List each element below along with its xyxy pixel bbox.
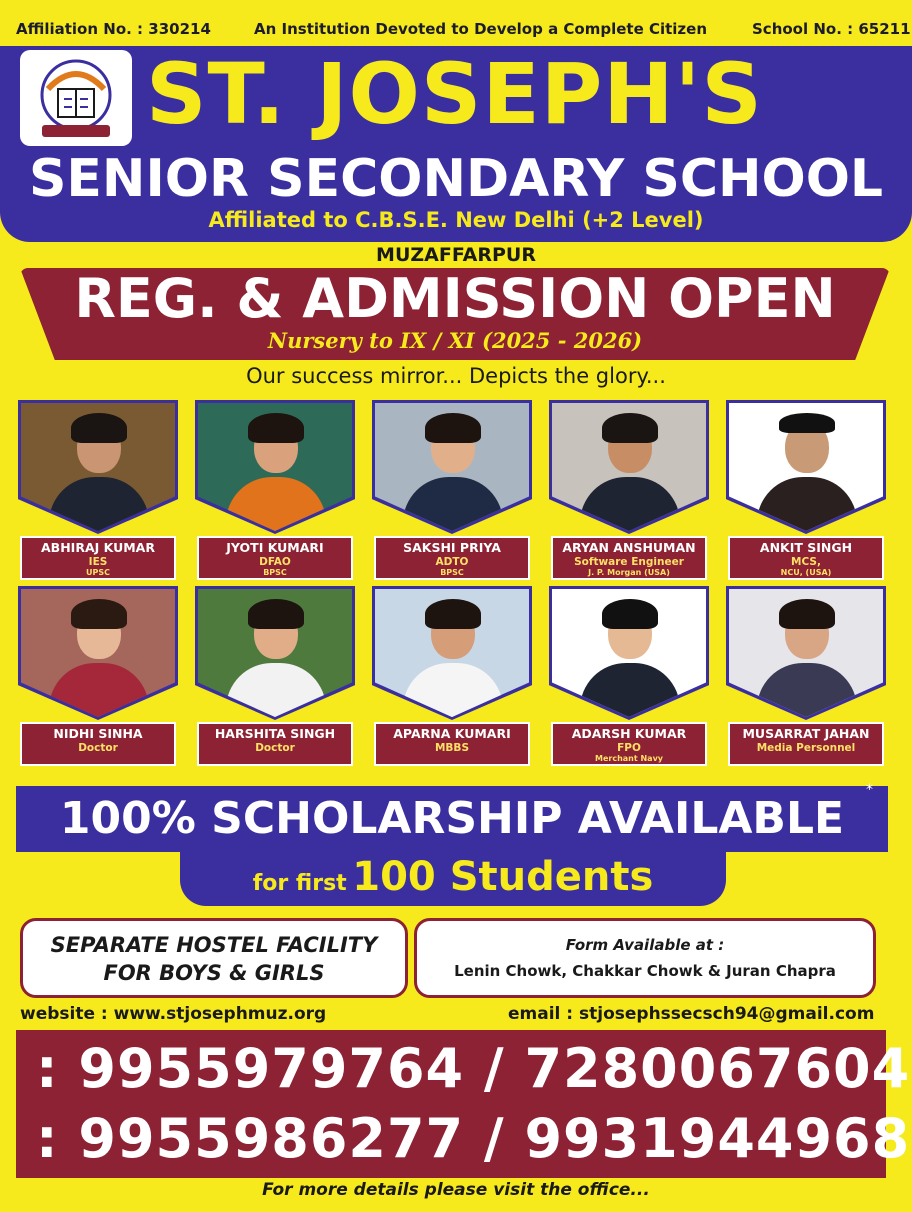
affiliation-number: Affiliation No. : 330214 — [16, 20, 211, 38]
achiever-org: UPSC — [86, 568, 110, 577]
achiever-photo — [375, 589, 529, 717]
phone-row — [20, 1034, 911, 1104]
achiever-caption — [728, 722, 884, 766]
person-hair — [248, 413, 304, 443]
achiever-org: Merchant Navy — [595, 754, 663, 763]
achiever-card — [18, 586, 178, 768]
achiever-org: BPSC — [263, 568, 287, 577]
footer-note: For more details please visit the office... — [262, 1180, 650, 1200]
person-hair — [602, 599, 658, 629]
person-hair — [779, 599, 835, 629]
person-hair — [779, 413, 835, 433]
achiever-photo-frame — [195, 586, 355, 720]
achiever-name: JYOTI KUMARI — [226, 540, 324, 555]
person-hair — [71, 413, 127, 443]
hostel-box — [20, 918, 408, 998]
tagline: Our success mirror... Depicts the glory... — [246, 364, 666, 388]
whatsapp-row — [20, 1104, 911, 1174]
achiever-caption — [20, 722, 176, 766]
achiever-photo — [552, 403, 706, 531]
achiever-photo-frame — [549, 586, 709, 720]
achiever-org: NCU, (USA) — [780, 568, 832, 577]
person-hair — [425, 413, 481, 443]
achiever-name: ADARSH KUMAR — [571, 726, 687, 741]
achiever-photo — [375, 403, 529, 531]
achiever-photo — [21, 589, 175, 717]
achiever-photo — [729, 589, 883, 717]
achiever-caption — [374, 536, 530, 580]
whatsapp-numbers[interactable]: : 9955986277 / 9931944968 — [36, 1107, 911, 1170]
person-body — [49, 477, 149, 537]
achiever-caption — [197, 722, 353, 766]
achiever-photo — [729, 403, 883, 531]
achiever-photo-frame — [372, 586, 532, 720]
person-hair — [71, 599, 127, 629]
achiever-photo-frame — [372, 400, 532, 534]
achiever-card — [726, 586, 886, 768]
form-availability-box — [414, 918, 876, 998]
achiever-card — [372, 400, 532, 582]
achiever-caption — [551, 536, 707, 580]
achiever-org: BPSC — [440, 568, 464, 577]
achiever-card — [549, 400, 709, 582]
achiever-photo — [21, 403, 175, 531]
scholarship-sub-big: 100 Students — [352, 854, 654, 900]
city: MUZAFFARPUR — [376, 244, 536, 266]
school-crest-icon — [20, 50, 132, 146]
school-number: School No. : 65211 — [752, 20, 911, 38]
achiever-photo-frame — [18, 400, 178, 534]
achiever-role: Software Engineer — [574, 556, 684, 568]
achiever-photo — [552, 589, 706, 717]
achiever-role: ADTO — [435, 556, 469, 568]
achiever-card — [549, 586, 709, 768]
achiever-photo-frame — [726, 400, 886, 534]
admission-title: REG. & ADMISSION OPEN — [74, 267, 836, 330]
affiliation-text: Affiliated to C.B.S.E. New Delhi (+2 Level) — [208, 208, 704, 232]
form-locations: Lenin Chowk, Chakkar Chowk & Juran Chapra — [454, 962, 836, 980]
achiever-name: HARSHITA SINGH — [214, 726, 336, 741]
achiever-caption — [374, 722, 530, 766]
achiever-name: ANKIT SINGH — [759, 540, 853, 555]
achiever-role: Doctor — [255, 742, 295, 754]
person-body — [580, 663, 680, 723]
person-body — [226, 477, 326, 537]
achiever-role: Media Personnel — [756, 742, 856, 754]
motto: An Institution Devoted to Develop a Complete Citizen — [254, 20, 708, 38]
person-body — [757, 663, 857, 723]
school-title: ST. JOSEPH'S — [146, 45, 763, 143]
achiever-name: MUSARRAT JAHAN — [742, 726, 870, 741]
achiever-name: SAKSHI PRIYA — [403, 540, 501, 555]
person-hair — [248, 599, 304, 629]
scholarship-title: 100% SCHOLARSHIP AVAILABLE — [59, 793, 845, 844]
achiever-photo — [198, 589, 352, 717]
hostel-line1: SEPARATE HOSTEL FACILITY — [50, 933, 378, 957]
achiever-role: MBBS — [434, 742, 470, 754]
achiever-name: APARNA KUMARI — [393, 726, 511, 741]
achiever-name: ABHIRAJ KUMAR — [41, 540, 155, 555]
scholarship-sub-small: for first — [252, 871, 347, 896]
achiever-card — [195, 400, 355, 582]
achiever-photo-frame — [726, 586, 886, 720]
phone-numbers[interactable]: : 9955979764 / 7280067604 — [36, 1037, 911, 1100]
achiever-card — [18, 400, 178, 582]
scholarship-asterisk: * — [866, 782, 873, 798]
achiever-role: Doctor — [78, 742, 118, 754]
achiever-photo — [198, 403, 352, 531]
admission-classes: Nursery to IX / XI (2025 - 2026) — [267, 328, 643, 353]
achiever-name: NIDHI SINHA — [53, 726, 143, 741]
person-body — [403, 663, 503, 723]
achiever-card — [195, 586, 355, 768]
person-hair — [602, 413, 658, 443]
achiever-caption — [728, 536, 884, 580]
person-body — [757, 477, 857, 537]
website-link[interactable]: website : www.stjosephmuz.org — [20, 1004, 327, 1024]
achiever-photo-frame — [18, 586, 178, 720]
achiever-photo-frame — [549, 400, 709, 534]
achiever-org: J. P. Morgan (USA) — [588, 568, 670, 577]
email-link[interactable]: email : stjosephssecsch94@gmail.com — [508, 1004, 875, 1024]
hostel-line2: FOR BOYS & GIRLS — [103, 961, 325, 985]
scholarship-subtitle — [180, 848, 726, 914]
achiever-role: DFAO — [259, 556, 291, 568]
person-body — [403, 477, 503, 537]
achiever-role: FPO — [617, 742, 641, 754]
school-subtitle: SENIOR SECONDARY SCHOOL — [28, 149, 884, 209]
achiever-role: IES — [88, 556, 108, 568]
person-body — [226, 663, 326, 723]
achiever-photo-frame — [195, 400, 355, 534]
form-label: Form Available at : — [565, 936, 725, 954]
person-body — [49, 663, 149, 723]
achiever-card — [372, 586, 532, 768]
achiever-caption — [551, 722, 707, 766]
achiever-name: ARYAN ANSHUMAN — [562, 540, 696, 555]
achiever-role: MCS, — [791, 556, 821, 568]
achiever-card — [726, 400, 886, 582]
person-body — [580, 477, 680, 537]
achiever-caption — [197, 536, 353, 580]
achiever-caption — [20, 536, 176, 580]
person-hair — [425, 599, 481, 629]
